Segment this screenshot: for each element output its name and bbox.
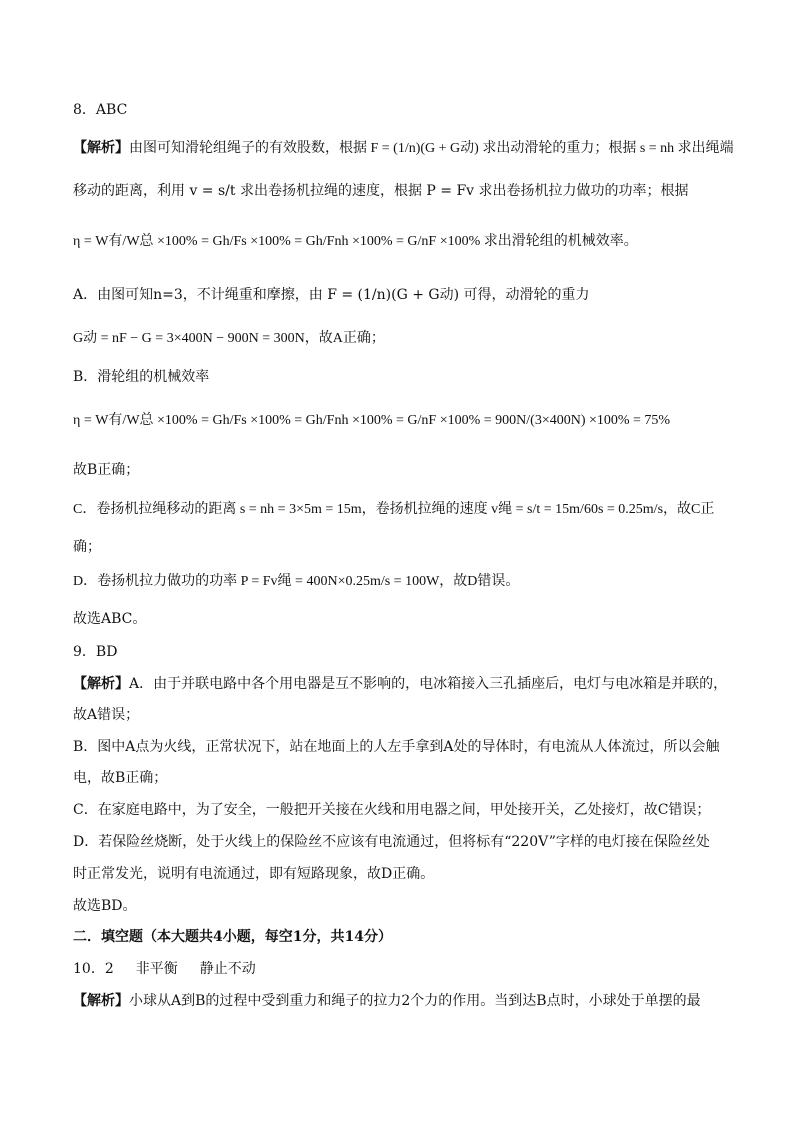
q8-option-c-line-2: 确； [73, 539, 101, 555]
q9-option-b-line-2: 电，故B正确； [73, 770, 168, 786]
q8-option-b-formula: η = W有/W总 ×100% = Gh/Fs ×100% = Gh/Fnh ×100% = G/nF ×100% = 900N/(3×400N) ×100% = 75% [73, 413, 671, 428]
q10-answer-3: 静止不动 [199, 961, 256, 977]
q8-option-a-line-1: A．由图可知n=3，不计绳重和摩擦，由 F = (1/n)(G + G动) 可得，动滑轮的重力 [73, 287, 590, 303]
q8-option-c-line-1: C．卷扬机拉绳移动的距离 s = nh = 3×5m = 15m，卷扬机拉绳的速度 v绳 = s/t = 15m/60s = 0.25m/s，故C正 [73, 502, 715, 517]
q9-option-a-line-1 [73, 674, 734, 694]
q9-option-d-line-2: 时正常发光，说明有电流通过，即有短路现象，故D正确。 [73, 866, 435, 882]
q8-option-b-line-3: 故B正确； [73, 462, 140, 478]
q8-option-b-line-1: B．滑轮组的机械效率 [73, 369, 210, 385]
analysis-tag: 【解析】 [73, 993, 129, 1009]
section-fill-in-title: 二．填空题（本大题共4小题，每空1分，共14分） [73, 929, 392, 945]
q8-analysis-line-1 [73, 138, 734, 159]
q9-option-b-line-1: B．图中A点为火线，正常状况下，站在地面上的人左手拿到A处的导体时，有电流从人体流过，所以会触 [73, 739, 720, 755]
q8-efficiency-formula: η = W有/W总 ×100% = Gh/Fs ×100% = Gh/Fnh ×100% = G/nF ×100% 求出滑轮组的机械效率。 [73, 234, 638, 249]
q9-option-a-line-2: 故A错误； [73, 707, 140, 723]
q8-answer: 8．ABC [73, 102, 128, 118]
q8-choose: 故选ABC。 [73, 611, 147, 627]
q8-option-d-line-1: D．卷扬机拉力做功的功率 P = Fv绳 = 400N×0.25m/s = 100W，故D错误。 [73, 574, 520, 589]
q9-option-c-line-1: C．在家庭电路中，为了安全，一般把开关接在火线和用电器之间，甲处接开关，乙处接灯，故C错误； [73, 802, 711, 818]
q10-analysis-line-1 [73, 991, 734, 1011]
q9-choose: 故选BD。 [73, 898, 137, 914]
analysis-tag: 【解析】 [73, 140, 129, 156]
q10-answer-1: 10．2 [73, 961, 114, 977]
analysis-tag: 【解析】 [73, 676, 129, 692]
q8-option-a-line-2: G动 = nF − G = 3×400N − 900N = 300N，故A正确； [73, 331, 385, 346]
q10-answer-2: 非平衡 [135, 961, 178, 977]
q9-option-d-line-1: D．若保险丝烧断，处于火线上的保险丝不应该有电流通过，但将标有“220V”字样的电灯接在保险丝处 [73, 834, 710, 850]
q8-analysis-text-1: 由图可知滑轮组绳子的有效股数，根据 F = (1/n)(G + G动) 求出动滑轮的重力；根据 s = nh 求出绳端 [129, 141, 734, 156]
q10-answer [73, 959, 734, 979]
q10-analysis-text-1: 小球从A到B的过程中受到重力和绳子的拉力2个力的作用。当到达B点时，小球处于单摆的最 [129, 993, 701, 1009]
q9-answer: 9．BD [73, 644, 118, 660]
q8-analysis-line-2: 移动的距离，利用 v = s/t 求出卷扬机拉绳的速度，根据 P = Fv 求出卷扬机拉力做功的功率；根据 [73, 183, 689, 199]
q9-option-a-text-1: A．由于并联电路中各个用电器是互不影响的，电冰箱接入三孔插座后，电灯与电冰箱是并联的， [129, 676, 728, 692]
